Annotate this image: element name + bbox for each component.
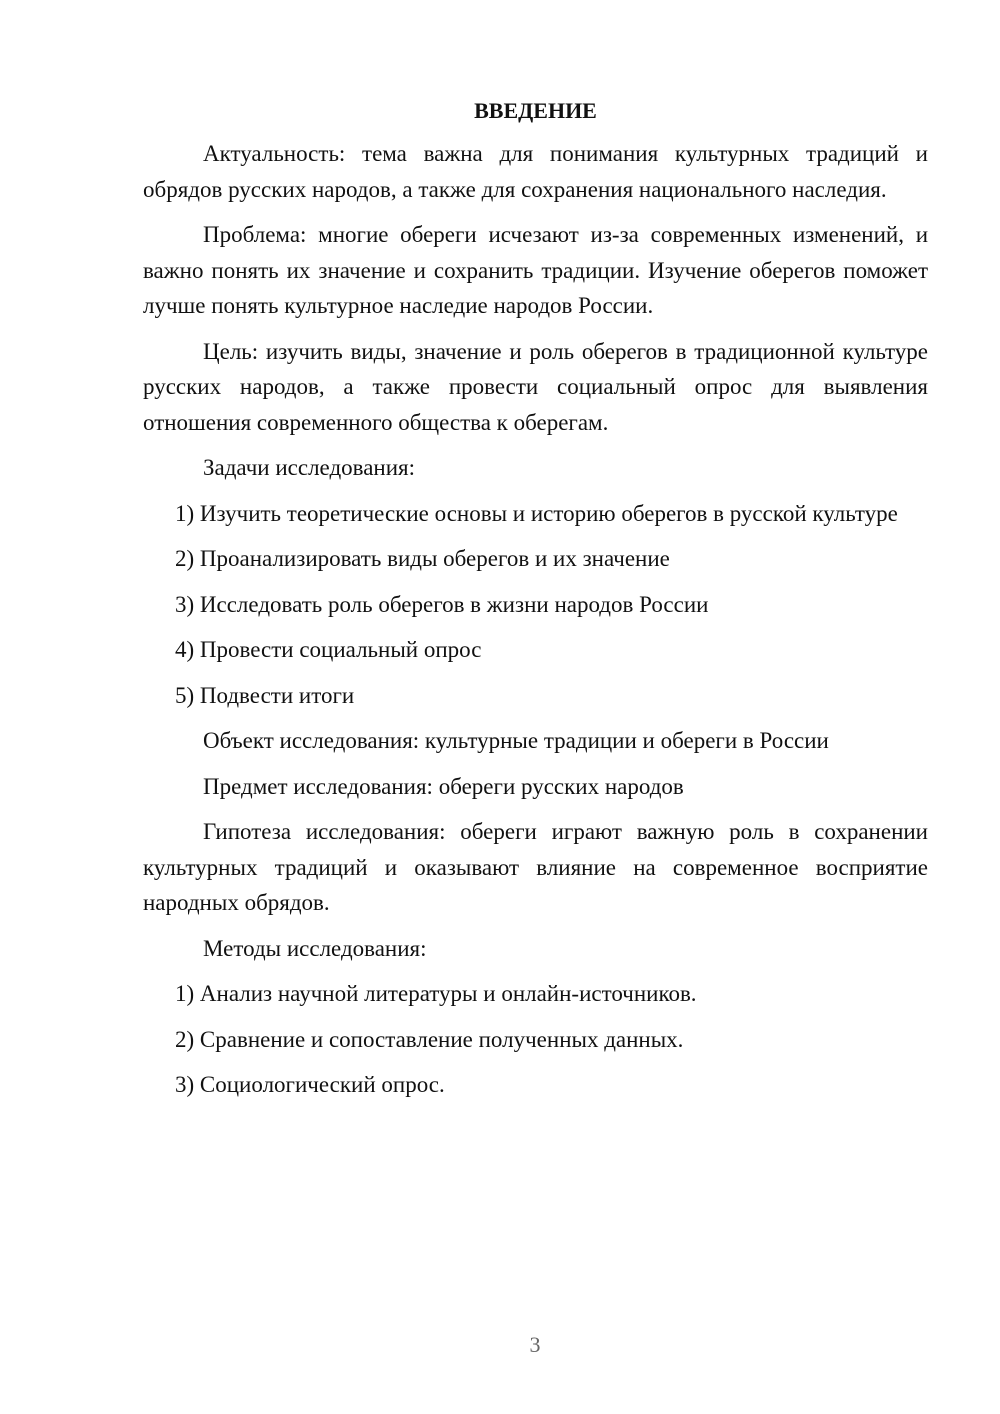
method-item: 1) Анализ научной литературы и онлайн-источников. [175,981,697,1006]
task-item: 3) Исследовать роль оберегов в жизни народов России [175,591,709,617]
problem-paragraph: Проблема: многие обереги исчезают из-за современных изменений, и важно понять их значение и сохранить традиции. Изучение оберегов поможет лучше понять культурное наследие народов России. [143,222,928,318]
hypothesis-paragraph: Гипотеза исследования: обереги играют важную роль в сохранении культурных традиций и оказывают влияние на современное восприятие народных обрядов. [143,819,928,915]
method-item: 3) Социологический опрос. [175,1072,445,1097]
subject-paragraph: Предмет исследования: обереги русских народов [203,773,684,799]
goal-paragraph: Цель: изучить виды, значение и роль оберегов в традиционной культуре русских народов, а также провести социальный опрос для выявления отношения современного общества к оберегам. [143,338,928,435]
task-item: 1) Изучить теоретические основы и историю оберегов в русской культуре [175,500,898,526]
methods-title: Методы исследования: [203,935,427,961]
object-paragraph: Объект исследования: культурные традиции и обереги в России [203,728,829,753]
task-item: 2) Проанализировать виды оберегов и их значение [175,546,670,571]
relevance-paragraph: Актуальность: тема важна для понимания культурных традиций и обрядов русских народов, а также для сохранения национального наследия. [143,141,928,202]
tasks-title: Задачи исследования: [203,455,416,480]
page-number: 3 [529,1332,541,1357]
section-heading: ВВЕДЕНИЕ [474,98,597,123]
task-item: 4) Провести социальный опрос [175,637,482,662]
document-page [143,92,928,1113]
task-item: 5) Подвести итоги [175,682,355,708]
method-item: 2) Сравнение и сопоставление полученных данных. [175,1026,684,1052]
